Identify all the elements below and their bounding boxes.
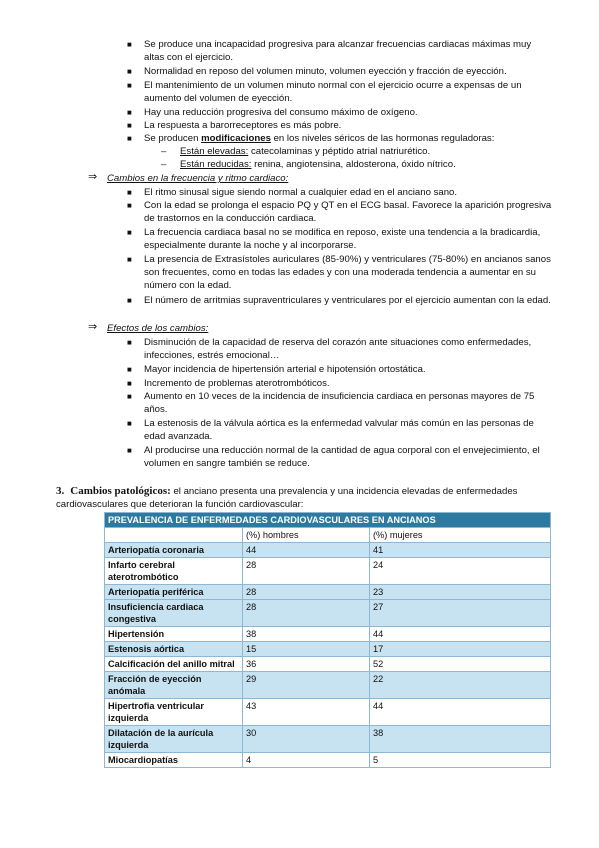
section-heading-effects [88, 321, 209, 335]
sub-item-label: Están elevadas: [180, 146, 249, 157]
list-item [127, 119, 554, 132]
list-item-text: La respuesta a barorreceptores es más pobre. [144, 120, 342, 131]
section-heading-rhythm [88, 171, 289, 185]
cell-mujeres: 44 [370, 627, 551, 642]
table-title: PREVALENCIA DE ENFERMEDADES CARDIOVASCULARES EN ANCIANOS [105, 513, 551, 528]
bullet-icon: ■ [127, 419, 132, 428]
row-name: Hipertrofia ventricular izquierda [105, 699, 243, 726]
bullet-icon: ■ [127, 296, 132, 305]
list-item-text: La estenosis de la válvula aórtica es la enfermedad valvular más común en las personas de edad avanzada. [144, 418, 534, 442]
list-item-text: Disminución de la capacidad de reserva del corazón ante situaciones como enfermedades, infecciones, estrés emocional… [144, 337, 532, 361]
bullet-icon: ■ [127, 392, 132, 401]
hormones-post: en los niveles séricos de las hormonas reguladoras: [270, 133, 495, 144]
list-item [127, 363, 554, 376]
list-item-text: Mayor incidencia de hipertensión arterial e hipotensión ortostática. [144, 364, 426, 375]
table-row [105, 672, 551, 699]
list-item [127, 65, 554, 78]
row-name: Estenosis aórtica [105, 642, 243, 657]
list-item [127, 336, 556, 362]
arrow-right-icon: ⇒ [88, 321, 98, 333]
cell-mujeres: 24 [370, 558, 551, 585]
bullet-icon: ■ [127, 40, 132, 49]
row-name: Dilatación de la aurícula izquierda [105, 726, 243, 753]
list-item-text: Normalidad en reposo del volumen minuto, volumen eyección y fracción de eyección. [144, 66, 507, 77]
list-item [127, 417, 554, 443]
list-item [127, 79, 554, 105]
table-title-row [105, 513, 551, 528]
bullet-icon: ■ [127, 67, 132, 76]
table-row [105, 627, 551, 642]
row-name: Insuficiencia cardiaca congestiva [105, 600, 243, 627]
list-item-text: El mantenimiento de un volumen minuto normal con el ejercicio ocurre a expensas de un aumento del volumen de eyección. [144, 80, 522, 104]
list-item [127, 106, 554, 119]
cell-hombres: 36 [243, 657, 370, 672]
cell-mujeres: 5 [370, 753, 551, 768]
list-item-text: Con la edad se prolonga el espacio PQ y QT en el ECG basal. Favorece la aparición progresiva de trastornos en la conducción cardiaca. [144, 200, 552, 224]
bullet-icon: ■ [127, 134, 132, 143]
dash-icon: – [161, 159, 167, 170]
list-item-text: Se produce una incapacidad progresiva para alcanzar frecuencias cardiacas máximas muy altas con el ejercicio. [144, 39, 532, 63]
cell-mujeres: 23 [370, 585, 551, 600]
header-empty [105, 528, 243, 543]
table-row [105, 642, 551, 657]
list-item [127, 294, 554, 307]
cell-mujeres: 38 [370, 726, 551, 753]
cell-mujeres: 22 [370, 672, 551, 699]
sub-item-text: catecolaminas y péptido atrial natriurético. [248, 146, 431, 157]
bullet-icon: ■ [127, 121, 132, 130]
cell-hombres: 30 [243, 726, 370, 753]
list-item [127, 253, 556, 292]
cell-hombres: 15 [243, 642, 370, 657]
section-text: el anciano presenta una prevalencia y una incidencia elevadas de enfermedades cardiovasculares que deterioran la función cardiovascular: [56, 486, 518, 510]
table-row [105, 543, 551, 558]
row-name: Miocardiopatías [105, 753, 243, 768]
table-row [105, 753, 551, 768]
column-header-mujeres: (%) mujeres [370, 528, 551, 543]
cell-hombres: 29 [243, 672, 370, 699]
list-item [127, 390, 554, 416]
list-item-text: Al producirse una reducción normal de la cantidad de agua corporal con el envejecimiento, el volumen en sangre también se reduce. [144, 445, 540, 469]
bullet-icon: ■ [127, 446, 132, 455]
section-3 [56, 485, 556, 511]
cell-mujeres: 17 [370, 642, 551, 657]
cell-mujeres: 27 [370, 600, 551, 627]
cell-hombres: 43 [243, 699, 370, 726]
cell-hombres: 38 [243, 627, 370, 642]
list-item [127, 444, 556, 470]
sub-list-item [161, 145, 550, 158]
column-header-hombres: (%) hombres [243, 528, 370, 543]
section-number: 3. [56, 485, 65, 497]
list-item [127, 186, 554, 199]
prevalence-table [104, 512, 551, 768]
bullet-icon: ■ [127, 188, 132, 197]
hormones-pre: Se producen [144, 133, 202, 144]
row-name: Fracción de eyección anómala [105, 672, 243, 699]
cell-hombres: 28 [243, 600, 370, 627]
row-name: Infarto cerebral aterotrombótico [105, 558, 243, 585]
table-row [105, 699, 551, 726]
row-name: Calcificación del anillo mitral [105, 657, 243, 672]
sub-item-text: renina, angiotensina, aldosterona, óxido nítrico. [251, 159, 456, 170]
bullet-icon: ■ [127, 201, 132, 210]
arrow-right-icon: ⇒ [88, 171, 98, 183]
table-row [105, 726, 551, 753]
list-item-text: El ritmo sinusal sigue siendo normal a cualquier edad en el anciano sano. [144, 187, 458, 198]
bullet-icon: ■ [127, 365, 132, 374]
list-item-text: El número de arritmias supraventriculares y ventriculares por el ejercicio aumentan con la edad. [144, 295, 551, 306]
list-item [127, 377, 554, 390]
list-item-text: Aumento en 10 veces de la incidencia de insuficiencia cardiaca en personas mayores de 75 años. [144, 391, 535, 415]
table-row [105, 600, 551, 627]
bullet-icon: ■ [127, 81, 132, 90]
list-item [127, 38, 554, 64]
cell-mujeres: 41 [370, 543, 551, 558]
bullet-icon: ■ [127, 108, 132, 117]
list-item [127, 226, 554, 252]
bullet-icon: ■ [127, 379, 132, 388]
bullet-icon: ■ [127, 338, 132, 347]
hormones-keyword: modificaciones [201, 133, 271, 144]
row-name: Arteriopatía coronaria [105, 543, 243, 558]
table-row [105, 657, 551, 672]
dash-icon: – [161, 146, 167, 157]
list-item [127, 199, 556, 225]
cell-mujeres: 44 [370, 699, 551, 726]
list-item-text: La frecuencia cardiaca basal no se modifica en reposo, existe una tendencia a la bradicardia, especialmente durante la noche y al incorporarse. [144, 227, 541, 251]
row-name: Hipertensión [105, 627, 243, 642]
heading-text: Cambios en la frecuencia y ritmo cardiaco: [107, 173, 289, 184]
list-item-text: La presencia de Extrasístoles auriculares (85-90%) y ventriculares (75-80%) en ancianos sanos son frecuentes, como en todas las edades y con una moderada tendencia a aumentar en su número con la edad. [144, 254, 551, 291]
row-name: Arteriopatía periférica [105, 585, 243, 600]
bullet-icon: ■ [127, 255, 132, 264]
list-item-hormones [127, 132, 554, 145]
list-item-text: Incremento de problemas aterotrombóticos. [144, 378, 330, 389]
sub-list-item [161, 158, 550, 171]
table-header-row [105, 528, 551, 543]
sub-item-label: Están reducidas: [180, 159, 252, 170]
cell-hombres: 44 [243, 543, 370, 558]
heading-text: Efectos de los cambios: [107, 323, 209, 334]
cell-mujeres: 52 [370, 657, 551, 672]
list-item-text: Hay una reducción progresiva del consumo máximo de oxígeno. [144, 107, 418, 118]
cell-hombres: 4 [243, 753, 370, 768]
table-row [105, 585, 551, 600]
bullet-icon: ■ [127, 228, 132, 237]
table-row [105, 558, 551, 585]
section-title: Cambios patológicos: [70, 485, 171, 497]
cell-hombres: 28 [243, 558, 370, 585]
cell-hombres: 28 [243, 585, 370, 600]
